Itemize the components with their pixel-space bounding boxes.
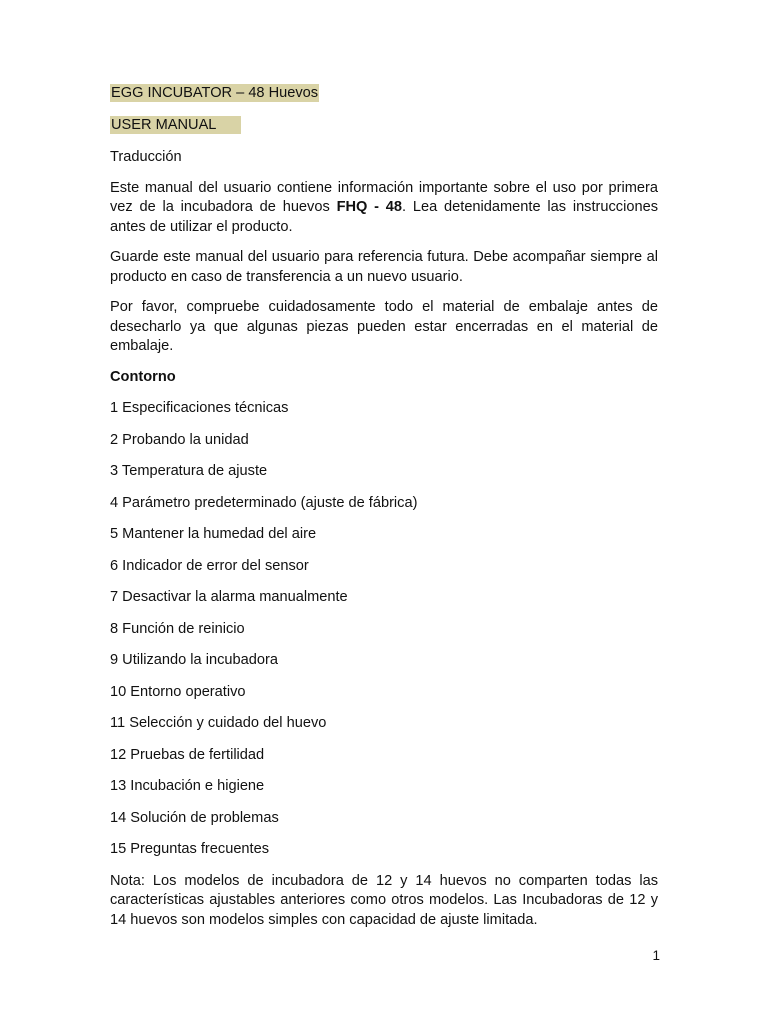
contents-heading: Contorno: [110, 368, 176, 385]
contents-item: 13 Incubación e higiene: [110, 778, 265, 794]
contents-item: 12 Pruebas de fertilidad: [110, 746, 265, 763]
contents-item: 14 Solución de problemas: [110, 809, 279, 826]
save-manual-paragraph: Guarde este manual del usuario para referencia futura. Debe acompañar siempre al producto en caso de transferencia a un nuevo usuario.: [110, 249, 658, 285]
note-paragraph: Nota: Los modelos de incubadora de 12 y 14 huevos no comparten todas las características ajustables anteriores como otros modelos. Las Incubadoras de 12 y 14 huevos son modelos simples con capacidad de ajuste limitada.: [110, 872, 658, 928]
contents-item: 2 Probando la unidad: [110, 431, 249, 448]
contents-item: 1 Especificaciones técnicas: [110, 400, 289, 416]
contents-item: 9 Utilizando la incubadora: [110, 652, 278, 668]
title-line: [110, 84, 658, 103]
intro-text-1: Este manual del usuario contiene información importante sobre el uso por primera vez de la incubadora de huevos: [110, 179, 658, 215]
translation-label: Traducción: [110, 149, 182, 165]
subtitle-line: [110, 116, 658, 135]
document-subtitle: USER MANUAL: [110, 116, 241, 134]
contents-item: 8 Función de reinicio: [110, 620, 245, 637]
packaging-paragraph: Por favor, compruebe cuidadosamente todo el material de embalaje antes de desecharlo ya que algunas piezas pueden estar encerradas en el material de embalaje.: [110, 299, 658, 354]
intro-paragraph: [110, 179, 658, 238]
contents-item: 15 Preguntas frecuentes: [110, 841, 270, 857]
contents-list: [110, 399, 658, 860]
intro-text-2: . Lea detenidamente las instrucciones antes de utilizar el producto.: [110, 199, 658, 235]
contents-item: 5 Mantener la humedad del aire: [110, 526, 317, 542]
contents-item: 7 Desactivar la alarma manualmente: [110, 589, 348, 605]
contents-item: 3 Temperatura de ajuste: [110, 463, 268, 479]
model-name: FHQ - 48: [336, 199, 403, 215]
contents-item: 10 Entorno operativo: [110, 683, 246, 700]
document-title: EGG INCUBATOR – 48 Huevos: [111, 85, 319, 101]
page-number: 1: [652, 948, 660, 963]
document-body: [110, 84, 658, 930]
contents-item: 6 Indicador de error del sensor: [110, 557, 309, 574]
contents-item: 4 Parámetro predeterminado (ajuste de fábrica): [110, 494, 418, 511]
contents-item: 11 Selección y cuidado del huevo: [110, 715, 327, 731]
